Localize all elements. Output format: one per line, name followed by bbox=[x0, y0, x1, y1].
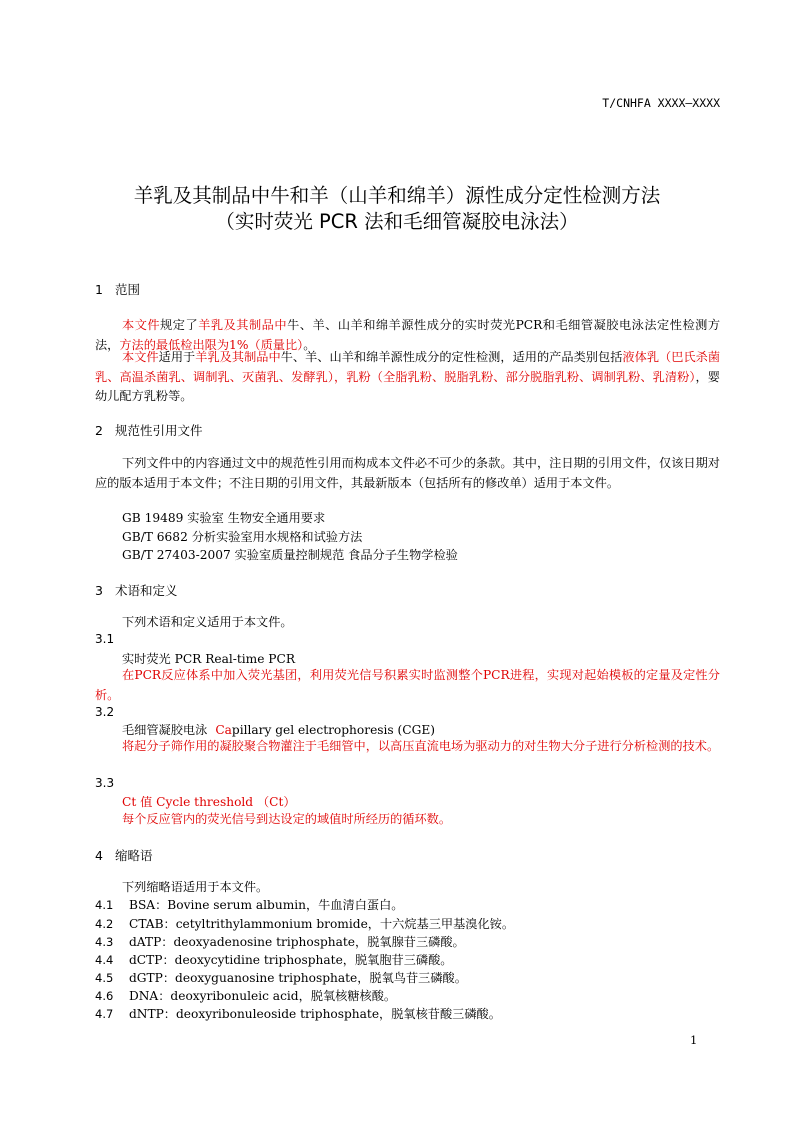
abbr-number: 4.3 bbox=[95, 935, 114, 949]
section-title: 缩略语 bbox=[115, 848, 153, 863]
section-title: 范围 bbox=[115, 282, 141, 297]
section-3-heading bbox=[95, 581, 178, 599]
abbr-text: dCTP：deoxycytidine triphosphate，脱氧胞苷三磷酸。 bbox=[129, 953, 453, 967]
abbr-number: 4.6 bbox=[95, 989, 114, 1003]
abbr-item bbox=[95, 933, 465, 950]
section-number: 2 bbox=[95, 423, 103, 438]
paragraph-text: 牛、羊、山羊和绵羊源性成分的实时荧光PCR和毛细管凝胶电泳法定性检测方法， bbox=[95, 318, 721, 352]
abbr-text: DNA：deoxyribonuleic acid，脱氧核糖核酸。 bbox=[129, 989, 397, 1003]
highlighted-text: 方法的最低检出限为1%（质量比） bbox=[119, 337, 304, 352]
abbr-number: 4.4 bbox=[95, 953, 114, 967]
abbr-text: CTAB：cetyltrithylammonium bromide，十六烷基三甲基溴化铵。 bbox=[129, 917, 515, 931]
highlighted-text: 本文件 bbox=[122, 318, 161, 332]
paragraph-text: 规定了 bbox=[160, 318, 199, 332]
term-number: 3.2 bbox=[95, 705, 115, 719]
term-en: PCR Real-time PCR bbox=[170, 652, 296, 666]
abbr-number: 4.5 bbox=[95, 971, 114, 985]
paragraph-text: 。 bbox=[303, 337, 316, 352]
term-number: 3.3 bbox=[95, 776, 115, 790]
term-en: pillary gel electrophoresis (CGE) bbox=[231, 723, 436, 737]
abbr-intro: 下列缩略语适用于本文件。 bbox=[122, 880, 269, 894]
reference-item: GB/T 6682 分析实验室用水规格和试验方法 bbox=[122, 530, 363, 544]
highlighted-text: 羊乳及其制品中 bbox=[198, 318, 288, 332]
abbr-text: dGTP：deoxyguanosine triphosphate，脱氧鸟苷三磷酸。 bbox=[129, 971, 467, 985]
term-en-highlight: Ca bbox=[215, 723, 232, 737]
section-number: 1 bbox=[95, 282, 103, 297]
term-definition: 将起分子筛作用的凝胶聚合物灌注于毛细管中，以高压直流电场为驱动力的对生物大分子进行分析检测的技术。 bbox=[122, 739, 720, 753]
abbr-item bbox=[95, 1005, 501, 1022]
term-definition: 在PCR反应体系中加入荧光基团，利用荧光信号积累实时监测整个PCR进程，实现对起始模板的定量及定性分析。 bbox=[95, 668, 720, 702]
document-title: 羊乳及其制品中牛和羊（山羊和绵羊）源性成分定性检测方法 bbox=[133, 184, 661, 207]
abbr-item bbox=[95, 896, 404, 913]
paragraph-text: 适用于 bbox=[158, 350, 196, 364]
abbr-text: BSA：Bovine serum albumin，牛血清白蛋白。 bbox=[129, 898, 404, 912]
term-name bbox=[122, 650, 295, 667]
abbr-item bbox=[95, 987, 396, 1004]
terms-intro: 下列术语和定义适用于本文件。 bbox=[122, 615, 293, 629]
term-definition: 每个反应管内的荧光信号到达设定的域值时所经历的循环数。 bbox=[122, 812, 452, 826]
term-number: 3.1 bbox=[95, 632, 115, 646]
reference-item: GB/T 27403-2007 实验室质量控制规范 食品分子生物学检验 bbox=[122, 548, 458, 562]
abbr-number: 4.1 bbox=[95, 898, 114, 912]
highlighted-text: 本文件 bbox=[122, 350, 159, 364]
scope-paragraph-2 bbox=[95, 348, 720, 407]
document-subtitle: （实时荧光 PCR 法和毛细管凝胶电泳法） bbox=[215, 210, 579, 233]
page-number: 1 bbox=[690, 1033, 698, 1047]
abbr-text: dATP：deoxyadenosine triphosphate，脱氧腺苷三磷酸。 bbox=[129, 935, 465, 949]
paragraph-text: ，婴幼儿配方乳粉等。 bbox=[95, 369, 720, 403]
section-title: 术语和定义 bbox=[115, 583, 178, 598]
section-title: 规范性引用文件 bbox=[115, 423, 203, 438]
highlighted-text: 液体乳（巴氏杀菌乳、高温杀菌乳、调制乳、灭菌乳、发酵乳），乳粉（全脂乳粉、脱脂乳粉、部分脱脂乳粉、调制乳粉、乳清粉） bbox=[95, 350, 721, 384]
section-number: 3 bbox=[95, 583, 103, 598]
abbr-item bbox=[95, 951, 452, 968]
section-4-heading bbox=[95, 846, 153, 864]
section-1-heading bbox=[95, 280, 140, 298]
paragraph-text: 牛、羊、山羊和绵羊源性成分的定性检测，适用的产品类别包括 bbox=[280, 350, 623, 364]
section-number: 4 bbox=[95, 848, 103, 863]
term-name: Ct 值 Cycle threshold （Ct） bbox=[122, 795, 296, 809]
section-2-heading bbox=[95, 421, 203, 439]
reference-item: GB 19489 实验室 生物安全通用要求 bbox=[122, 511, 326, 525]
abbr-number: 4.2 bbox=[95, 917, 114, 931]
normative-intro: 下列文件中的内容通过文中的规范性引用而构成本文件必不可少的条款。其中，注日期的引用文件，仅该日期对应的版本适用于本文件；不注日期的引用文件，其最新版本（包括所有的修改单）适用于本文件。 bbox=[95, 456, 720, 490]
abbr-item bbox=[95, 915, 514, 932]
highlighted-text: 羊乳及其制品中 bbox=[195, 350, 281, 364]
document-code: T/CNHFA XXXX—XXXX bbox=[602, 96, 720, 110]
abbr-number: 4.7 bbox=[95, 1007, 114, 1021]
abbr-text: dNTP：deoxyribonuleoside triphosphate，脱氧核苷酸三磷酸。 bbox=[129, 1007, 501, 1021]
abbr-item bbox=[95, 969, 467, 986]
term-name bbox=[122, 721, 435, 738]
term-cn: 实时荧光 bbox=[122, 652, 171, 666]
term-cn: 毛细管凝胶电泳 bbox=[122, 723, 208, 737]
